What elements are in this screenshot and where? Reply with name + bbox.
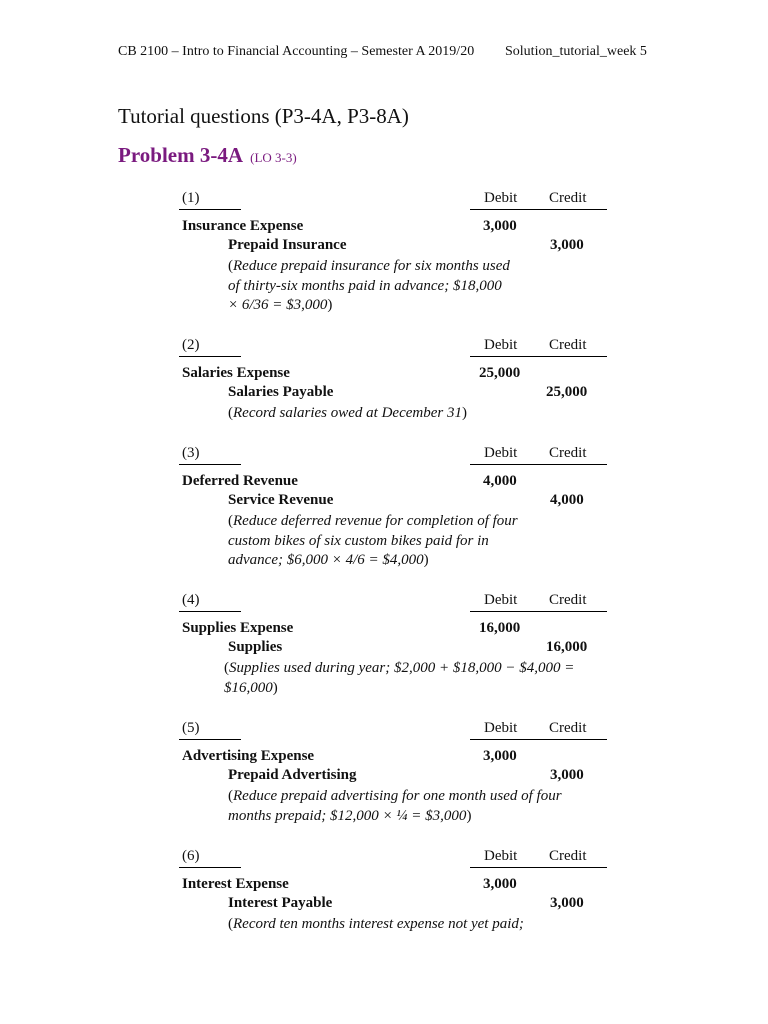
debit-amount: 3,000 (483, 876, 517, 892)
entry-number-underline (179, 867, 241, 868)
credit-account: Service Revenue (228, 492, 334, 508)
debit-column-header: Debit (484, 848, 518, 864)
debit-amount: 3,000 (483, 218, 517, 234)
credit-column-header: Credit (549, 720, 587, 736)
debit-column-header: Debit (484, 337, 518, 353)
entry-description: (Record salaries owed at December 31) (228, 405, 467, 421)
credit-account: Interest Payable (228, 895, 333, 911)
debit-amount: 4,000 (483, 473, 517, 489)
problem-name: Problem 3-4A (118, 143, 242, 167)
entry-number: (1) (182, 190, 200, 206)
column-header-underline (470, 356, 607, 357)
debit-amount: 16,000 (479, 620, 521, 636)
entry-number: (4) (182, 592, 200, 608)
entry-description: (Supplies used during year; $2,000 + $18,000 − $4,000 = $16,000) (224, 660, 575, 696)
header-doc-name: Solution_tutorial_week 5 (505, 44, 647, 59)
entry-description: (Reduce prepaid advertising for one month used of four months prepaid; $12,000 × ¼ = $3,000) (228, 788, 562, 824)
debit-account: Deferred Revenue (182, 473, 298, 489)
debit-account: Advertising Expense (182, 748, 315, 764)
credit-column-header: Credit (549, 190, 587, 206)
entry-number-underline (179, 611, 241, 612)
column-header-underline (470, 739, 607, 740)
debit-column-header: Debit (484, 190, 518, 206)
credit-column-header: Credit (549, 445, 587, 461)
column-header-underline (470, 867, 607, 868)
credit-column-header: Credit (549, 848, 587, 864)
entry-number-underline (179, 209, 241, 210)
section-title: Tutorial questions (P3-4A, P3-8A) (118, 104, 409, 128)
entry-number: (6) (182, 848, 200, 864)
entry-number-underline (179, 356, 241, 357)
column-header-underline (470, 611, 607, 612)
column-header-underline (470, 209, 607, 210)
credit-amount: 3,000 (550, 895, 584, 911)
credit-amount: 3,000 (550, 767, 584, 783)
credit-account: Salaries Payable (228, 384, 334, 400)
credit-amount: 16,000 (546, 639, 588, 655)
credit-account: Prepaid Advertising (228, 767, 357, 783)
credit-account: Supplies (228, 639, 283, 655)
problem-lo: (LO 3-3) (250, 150, 297, 165)
debit-amount: 25,000 (479, 365, 521, 381)
debit-account: Insurance Expense (182, 218, 304, 234)
debit-amount: 3,000 (483, 748, 517, 764)
column-header-underline (470, 464, 607, 465)
credit-amount: 25,000 (546, 384, 588, 400)
entry-description: (Reduce prepaid insurance for six months used of thirty-six months paid in advance; $18,000 × 6/36 = $3,000) (228, 258, 510, 314)
debit-column-header: Debit (484, 592, 518, 608)
debit-account: Salaries Expense (182, 365, 290, 381)
credit-column-header: Credit (549, 337, 587, 353)
credit-column-header: Credit (549, 592, 587, 608)
entry-description: (Record ten months interest expense not yet paid; (228, 916, 524, 932)
entry-number: (5) (182, 720, 200, 736)
entry-number-underline (179, 739, 241, 740)
entry-number-underline (179, 464, 241, 465)
entry-description: (Reduce deferred revenue for completion of four custom bikes of six custom bikes paid for in advance; $6,000 × 4/6 = $4,000) (228, 513, 518, 569)
debit-account: Supplies Expense (182, 620, 294, 636)
credit-amount: 3,000 (550, 237, 584, 253)
debit-account: Interest Expense (182, 876, 289, 892)
credit-amount: 4,000 (550, 492, 584, 508)
problem-title (118, 143, 297, 168)
credit-account: Prepaid Insurance (228, 237, 347, 253)
debit-column-header: Debit (484, 445, 518, 461)
entry-number: (3) (182, 445, 200, 461)
header-course: CB 2100 – Intro to Financial Accounting – Semester A 2019/20 (118, 44, 475, 59)
entry-number: (2) (182, 337, 200, 353)
debit-column-header: Debit (484, 720, 518, 736)
